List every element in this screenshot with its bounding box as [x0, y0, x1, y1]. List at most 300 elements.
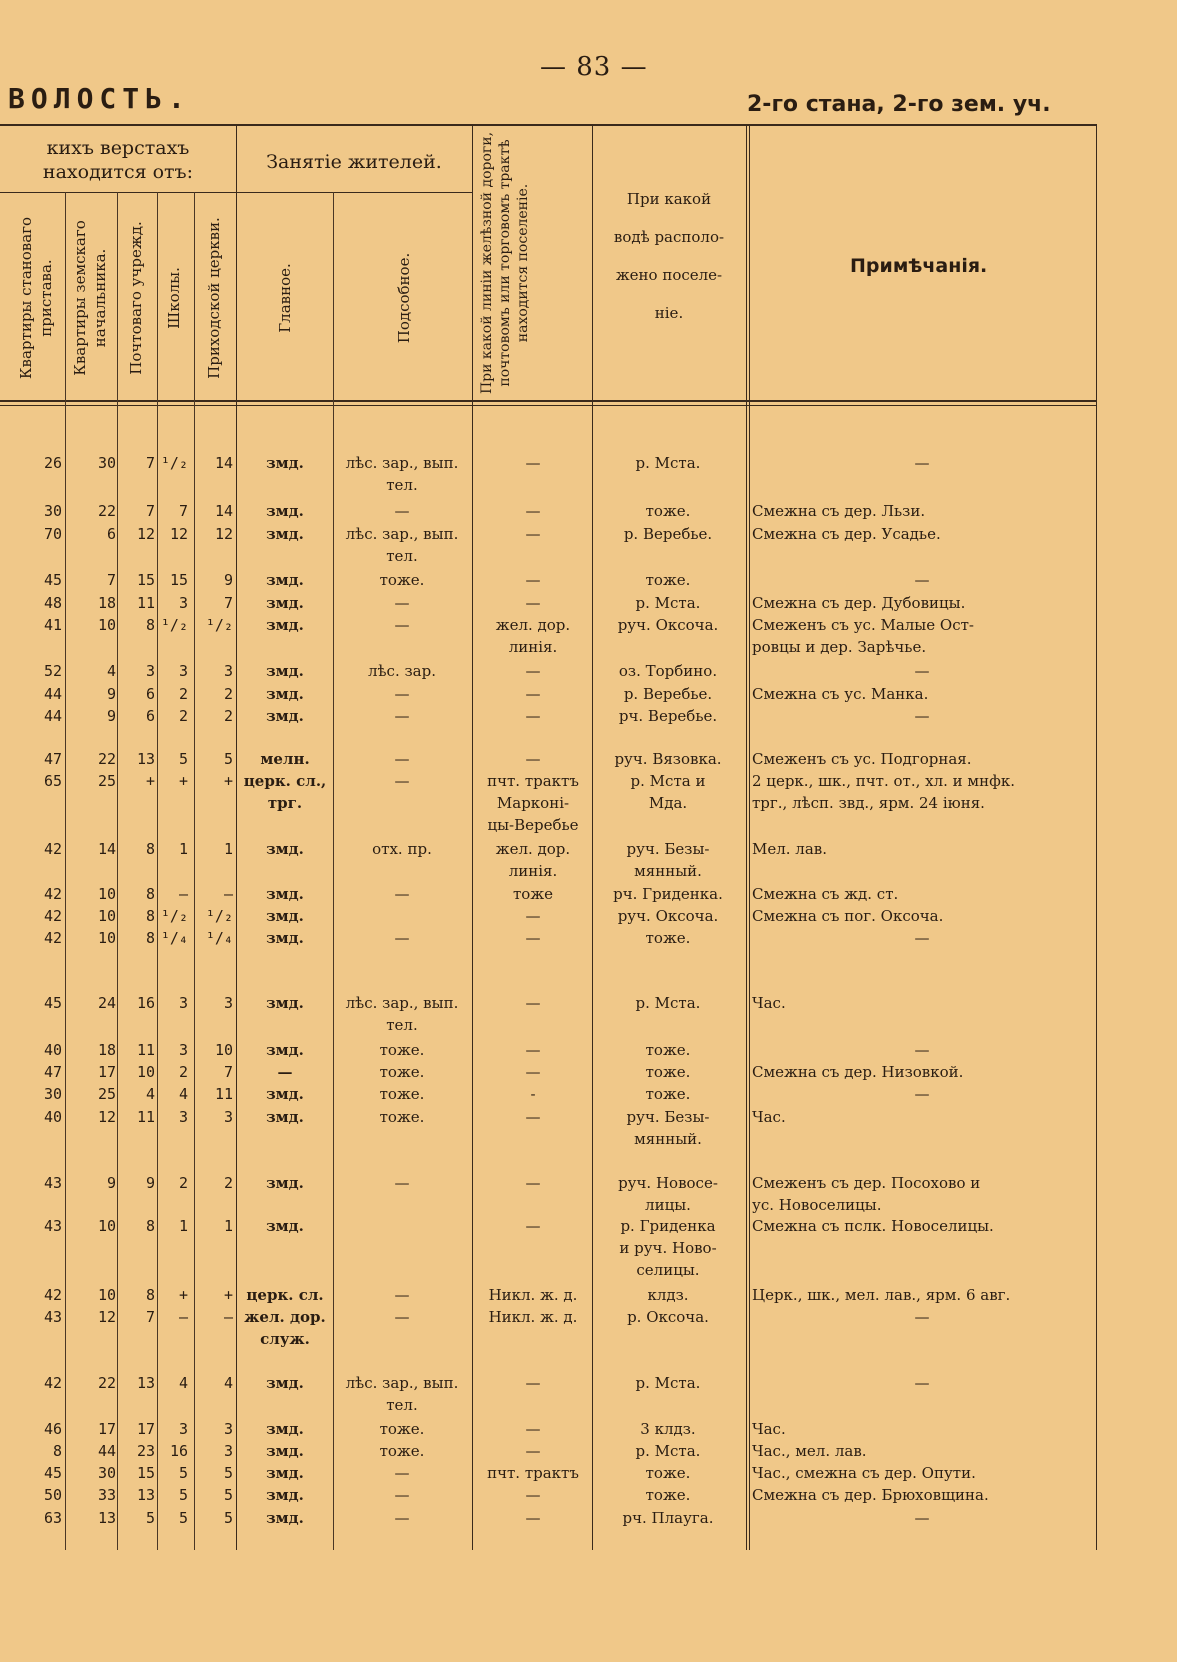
water-body-line: р. Мста. [635, 594, 701, 612]
road-line-line: — [525, 907, 541, 925]
occupation-secondary [332, 1106, 472, 1128]
district-title: 2-го стана, 2-го зем. уч. [747, 92, 1051, 117]
occupation-secondary [332, 569, 472, 591]
road-line-line: — [525, 1063, 541, 1081]
note-line: Смежна съ дер. Усадье. [752, 525, 941, 543]
dist-church-line: 4 [223, 1374, 233, 1392]
dist-zemsky-line: 9 [106, 1174, 116, 1192]
occupation-secondary-line: — [394, 685, 410, 703]
occupation-secondary [332, 1462, 472, 1484]
water-body-line: р. Мста. [635, 1374, 701, 1392]
dist-school [158, 927, 188, 949]
road-line [474, 1284, 592, 1306]
note [752, 660, 1092, 682]
dist-stanovoy-line: 50 [43, 1486, 62, 1504]
occupation-secondary-line: — [394, 1286, 410, 1304]
dist-school-line: 12 [169, 525, 188, 543]
dist-post-line: 8 [145, 929, 155, 947]
dist-school [158, 705, 188, 727]
dist-school [158, 500, 188, 522]
note [752, 1372, 1092, 1394]
occupation-main [237, 1306, 333, 1350]
occupation-main [237, 1284, 333, 1306]
dist-post-line: 8 [145, 1217, 155, 1235]
occupation-secondary [332, 1440, 472, 1462]
occupation-secondary [332, 770, 472, 792]
dist-church-line: 5 [223, 750, 233, 768]
water-body [592, 1284, 744, 1306]
road-line [474, 569, 592, 591]
occupation-main-line: змд. [266, 1108, 304, 1126]
water-body [592, 500, 744, 522]
note-line: Смеженъ съ ус. Малые Ост- [752, 616, 974, 634]
water-body-line: тоже. [645, 1464, 691, 1482]
dist-school-line: 3 [178, 1041, 188, 1059]
water-body-line: руч. Оксоча. [617, 907, 719, 925]
dist-stanovoy-line: 41 [43, 616, 62, 634]
occupation-secondary-line: тоже. [379, 1041, 425, 1059]
dist-post-line: 15 [136, 1464, 155, 1482]
dist-post [118, 1284, 155, 1306]
dist-church-line: 3 [223, 994, 233, 1012]
dist-school-line: 3 [178, 594, 188, 612]
water-body-line: 3 клдз. [640, 1420, 696, 1438]
occupation-main-line: церк. сл. [246, 1286, 324, 1304]
road-line-line: — [525, 1174, 541, 1192]
dist-post-line: 6 [145, 707, 155, 725]
dist-post [118, 1039, 155, 1061]
occupation-secondary [332, 992, 472, 1036]
dist-school [158, 1083, 188, 1105]
note [752, 883, 1092, 905]
occupation-main [237, 523, 333, 545]
occupation-secondary [332, 1507, 472, 1529]
occupation-secondary-line: тоже. [379, 1108, 425, 1126]
dist-school-line: 1 [178, 840, 188, 858]
dist-zemsky-line: 10 [97, 1217, 116, 1235]
water-body [592, 905, 744, 927]
occupation-main-line: змд. [266, 616, 304, 634]
dist-zemsky-line: 24 [97, 994, 116, 1012]
dist-school-line: 3 [178, 994, 188, 1012]
occupation-main-line: змд. [266, 1442, 304, 1460]
dist-church-line: ¹/₂ [205, 907, 233, 925]
occupation-secondary-line: — [394, 1174, 410, 1192]
occupation-main [237, 1440, 333, 1462]
occupation-secondary [332, 614, 472, 636]
occupation-secondary-line: — [394, 772, 410, 790]
road-line [474, 683, 592, 705]
dist-stanovoy [10, 1061, 62, 1083]
dist-school [158, 1440, 188, 1462]
dist-post [118, 592, 155, 614]
note [752, 838, 1092, 860]
dist-post-line: 8 [145, 907, 155, 925]
dist-school-line: 2 [178, 707, 188, 725]
col-line [472, 124, 473, 1550]
dist-zemsky-line: 18 [97, 1041, 116, 1059]
occupation-secondary-line: тоже. [379, 571, 425, 589]
section-title: ВОЛОСТЬ. [8, 82, 191, 115]
dist-zemsky [66, 683, 116, 705]
dist-zemsky-line: 25 [97, 772, 116, 790]
occupation-main-line: змд. [266, 571, 304, 589]
dist-stanovoy [10, 1306, 62, 1328]
dist-stanovoy [10, 883, 62, 905]
note-line: — [914, 1374, 930, 1392]
note [752, 927, 1092, 949]
road-line-line: Никл. ж. д. [488, 1308, 578, 1326]
dist-post-line: 23 [136, 1442, 155, 1460]
water-body [592, 1306, 744, 1328]
road-line-line: — [525, 1509, 541, 1527]
dist-school [158, 1284, 188, 1306]
dist-school-line: 2 [178, 1063, 188, 1081]
note-line: трг., лѣсп. звд., ярм. 24 іюня. [752, 794, 985, 812]
dist-church-line: 11 [214, 1085, 233, 1103]
water-body-line: р. Мста. [635, 454, 701, 472]
road-line [474, 1507, 592, 1529]
dist-zemsky-line: 9 [106, 707, 116, 725]
occupation-main-line: змд. [266, 1174, 304, 1192]
road-line-line: Марконі- [496, 794, 570, 812]
occupation-secondary-line: — [394, 1308, 410, 1326]
water-body-line: р. Гриденка [620, 1217, 716, 1235]
dist-zemsky-line: 12 [97, 1108, 116, 1126]
dist-post-line: 4 [145, 1085, 155, 1103]
occupation-secondary-line: тоже. [379, 1063, 425, 1081]
note [752, 592, 1092, 614]
occupation-main-line: церк. сл., [243, 772, 327, 790]
dist-stanovoy-line: 30 [43, 1085, 62, 1103]
water-body [592, 927, 744, 949]
occupation-secondary [332, 660, 472, 682]
dist-post-line: + [145, 772, 155, 790]
note [752, 523, 1092, 545]
note-line: Смежна съ дер. Дубовицы. [752, 594, 966, 612]
note [752, 1418, 1092, 1440]
dist-stanovoy-line: 42 [43, 907, 62, 925]
occupation-secondary [332, 452, 472, 496]
water-body [592, 883, 744, 905]
road-line [474, 927, 592, 949]
col-header-church: Приходской церкви. [205, 217, 223, 379]
note [752, 705, 1092, 727]
dist-post [118, 992, 155, 1014]
occupation-main-line: змд. [266, 1041, 304, 1059]
note [752, 1106, 1092, 1128]
dist-stanovoy [10, 1083, 62, 1105]
note-line: — [914, 1085, 930, 1103]
dist-church [195, 1039, 233, 1061]
dist-post-line: 3 [145, 662, 155, 680]
dist-school-line: 3 [178, 1108, 188, 1126]
dist-stanovoy [10, 1039, 62, 1061]
dist-church-line: 3 [223, 662, 233, 680]
dist-church-line: 3 [223, 1108, 233, 1126]
dist-zemsky-line: 10 [97, 616, 116, 634]
dist-post-line: 13 [136, 750, 155, 768]
dist-post-line: 9 [145, 1174, 155, 1192]
col-line [333, 192, 334, 1550]
water-body-line: р. Мста. [635, 994, 701, 1012]
dist-post [118, 1306, 155, 1328]
occupation-main-line: змд. [266, 454, 304, 472]
dist-church-line: 14 [214, 454, 233, 472]
dist-post [118, 1507, 155, 1529]
dist-zemsky [66, 1284, 116, 1306]
note [752, 1061, 1092, 1083]
water-body-line: рч. Плауга. [622, 1509, 714, 1527]
occupation-main-line: змд. [266, 1374, 304, 1392]
road-line [474, 905, 592, 927]
dist-church [195, 748, 233, 770]
note-line: Час. [752, 1108, 786, 1126]
occupation-main [237, 1507, 333, 1529]
occupation-secondary [332, 705, 472, 727]
dist-school [158, 1039, 188, 1061]
note-line: Смежна съ дер. Льзи. [752, 502, 926, 520]
occupation-main [237, 705, 333, 727]
occupation-header: Занятіе жителей. [266, 151, 442, 173]
dist-stanovoy-line: 40 [43, 1041, 62, 1059]
dist-school [158, 1106, 188, 1128]
road-line [474, 1372, 592, 1394]
dist-zemsky [66, 1106, 116, 1128]
dist-school [158, 523, 188, 545]
occupation-main [237, 1106, 333, 1128]
dist-church [195, 452, 233, 474]
dist-school [158, 838, 188, 860]
occupation-main-line: змд. [266, 1509, 304, 1527]
header-bottom-rule [0, 400, 1096, 402]
occupation-secondary-line: — [394, 885, 410, 903]
dist-zemsky [66, 660, 116, 682]
dist-post [118, 452, 155, 474]
dist-post [118, 1172, 155, 1194]
occupation-main-line: змд. [266, 685, 304, 703]
note-line: — [914, 1308, 930, 1326]
dist-zemsky-line: 12 [97, 1308, 116, 1326]
dist-post [118, 705, 155, 727]
occupation-main-line: — [277, 1063, 293, 1081]
dist-church-line: 12 [214, 525, 233, 543]
note [752, 500, 1092, 522]
dist-zemsky-line: 6 [106, 525, 116, 543]
note-line: — [914, 1041, 930, 1059]
road-line [474, 592, 592, 614]
dist-post-line: 11 [136, 1041, 155, 1059]
col-header-main: Главное. [276, 263, 294, 333]
occupation-secondary-line: — [394, 1486, 410, 1504]
dist-church [195, 1418, 233, 1440]
water-body [592, 1106, 744, 1150]
road-line-line: тоже [512, 885, 553, 903]
water-body [592, 660, 744, 682]
dist-post [118, 1418, 155, 1440]
dist-post [118, 1440, 155, 1462]
note-line: Смежна съ жд. ст. [752, 885, 899, 903]
dist-church [195, 569, 233, 591]
dist-zemsky-line: 25 [97, 1085, 116, 1103]
water-body-line: рч. Веребье. [618, 707, 718, 725]
dist-stanovoy [10, 452, 62, 474]
road-line-line: — [525, 1420, 541, 1438]
note-line: Час. [752, 994, 786, 1012]
dist-zemsky [66, 1507, 116, 1529]
note [752, 1306, 1092, 1328]
dist-post [118, 1484, 155, 1506]
dist-stanovoy [10, 592, 62, 614]
col-header-notes: Примѣчанія. [850, 255, 988, 277]
dist-zemsky [66, 883, 116, 905]
water-body [592, 1372, 744, 1394]
water-body [592, 614, 744, 636]
occupation-main [237, 592, 333, 614]
dist-zemsky-line: 10 [97, 929, 116, 947]
dist-stanovoy-line: 45 [43, 1464, 62, 1482]
occupation-main-line: служ. [260, 1330, 310, 1348]
occupation-secondary [332, 523, 472, 567]
road-line [474, 614, 592, 658]
dist-post-line: 5 [145, 1509, 155, 1527]
occupation-main-line: змд. [266, 1217, 304, 1235]
water-body-line: тоже. [645, 1063, 691, 1081]
road-line [474, 1061, 592, 1083]
dist-stanovoy-line: 46 [43, 1420, 62, 1438]
water-body-line: лицы. [645, 1196, 691, 1214]
dist-school [158, 1484, 188, 1506]
road-line-line: Никл. ж. д. [488, 1286, 578, 1304]
dist-church [195, 905, 233, 927]
water-body [592, 705, 744, 727]
road-line-line: цы-Веребье [487, 816, 579, 834]
dist-zemsky [66, 905, 116, 927]
dist-church [195, 1507, 233, 1529]
dist-stanovoy-line: 47 [43, 1063, 62, 1081]
dist-church [195, 1306, 233, 1328]
water-body [592, 1418, 744, 1440]
occupation-main [237, 1039, 333, 1061]
dist-stanovoy [10, 683, 62, 705]
occupation-main [237, 927, 333, 949]
dist-school [158, 614, 188, 636]
dist-stanovoy-line: 70 [43, 525, 62, 543]
dist-zemsky-line: 10 [97, 885, 116, 903]
dist-zemsky-line: 22 [97, 1374, 116, 1392]
water-body [592, 592, 744, 614]
occupation-main [237, 1215, 333, 1237]
road-line [474, 705, 592, 727]
dist-zemsky [66, 1484, 116, 1506]
road-line-line: — [525, 994, 541, 1012]
dist-stanovoy-line: 42 [43, 1286, 62, 1304]
dist-church [195, 992, 233, 1014]
dist-stanovoy-line: 48 [43, 594, 62, 612]
dist-church-line: 2 [223, 685, 233, 703]
dist-zemsky [66, 1372, 116, 1394]
dist-post [118, 1372, 155, 1394]
dist-zemsky-line: 18 [97, 594, 116, 612]
dist-post-line: 8 [145, 1286, 155, 1304]
water-body-line: мянный. [634, 1130, 702, 1148]
road-line-line: линія. [508, 638, 558, 656]
dist-school [158, 905, 188, 927]
dist-school-line: 4 [178, 1085, 188, 1103]
water-body [592, 1039, 744, 1061]
water-body [592, 569, 744, 591]
note-line: — [914, 1509, 930, 1527]
occupation-secondary-line: — [394, 616, 410, 634]
occupation-secondary-line: тел. [386, 476, 418, 494]
col-header-secondary: Подсобное. [395, 252, 413, 344]
dist-church-line: 7 [223, 594, 233, 612]
occupation-secondary-line: тел. [386, 547, 418, 565]
dist-zemsky [66, 1418, 116, 1440]
dist-church-line: 2 [223, 1174, 233, 1192]
road-line-line: — [525, 685, 541, 703]
header-bottom-rule-2 [0, 405, 1096, 406]
dist-stanovoy [10, 1284, 62, 1306]
road-line [474, 1106, 592, 1128]
water-body [592, 1215, 744, 1281]
dist-stanovoy-line: 30 [43, 502, 62, 520]
occupation-secondary [332, 1306, 472, 1328]
water-body [592, 748, 744, 770]
occupation-main-line: змд. [266, 1085, 304, 1103]
water-line: водѣ располо- [613, 228, 725, 246]
dist-church-line: — [223, 885, 233, 903]
water-body-line: рч. Гриденка. [613, 885, 723, 903]
dist-school [158, 683, 188, 705]
dist-zemsky-line: 10 [97, 1286, 116, 1304]
road-line-line: — [525, 594, 541, 612]
dist-post-line: 10 [136, 1063, 155, 1081]
occupation-main [237, 905, 333, 927]
water-body-line: руч. Новосе- [618, 1174, 718, 1192]
occupation-main [237, 660, 333, 682]
dist-school [158, 1418, 188, 1440]
occupation-secondary [332, 592, 472, 614]
dist-zemsky [66, 1083, 116, 1105]
water-body-line: р. Мста и [630, 772, 706, 790]
dist-church [195, 1083, 233, 1105]
occupation-secondary [332, 500, 472, 522]
dist-post [118, 883, 155, 905]
note [752, 452, 1092, 474]
water-body [592, 683, 744, 705]
dist-church-line: + [223, 1286, 233, 1304]
road-line [474, 1462, 592, 1484]
dist-zemsky [66, 500, 116, 522]
occupation-main [237, 569, 333, 591]
dist-school [158, 1172, 188, 1194]
dist-stanovoy-line: 43 [43, 1308, 62, 1326]
dist-church [195, 1172, 233, 1194]
occupation-main [237, 683, 333, 705]
dist-church-line: 14 [214, 502, 233, 520]
dist-church-line: 1 [223, 840, 233, 858]
occupation-rule [237, 192, 472, 193]
col-header-zemsky: Квартиры земскаго начальника. [71, 220, 109, 376]
dist-stanovoy-line: 44 [43, 685, 62, 703]
note [752, 748, 1092, 770]
road-line [474, 1083, 592, 1105]
dist-school-line: + [178, 772, 188, 790]
occupation-secondary [332, 883, 472, 905]
dist-stanovoy-line: 42 [43, 885, 62, 903]
dist-stanovoy [10, 614, 62, 636]
